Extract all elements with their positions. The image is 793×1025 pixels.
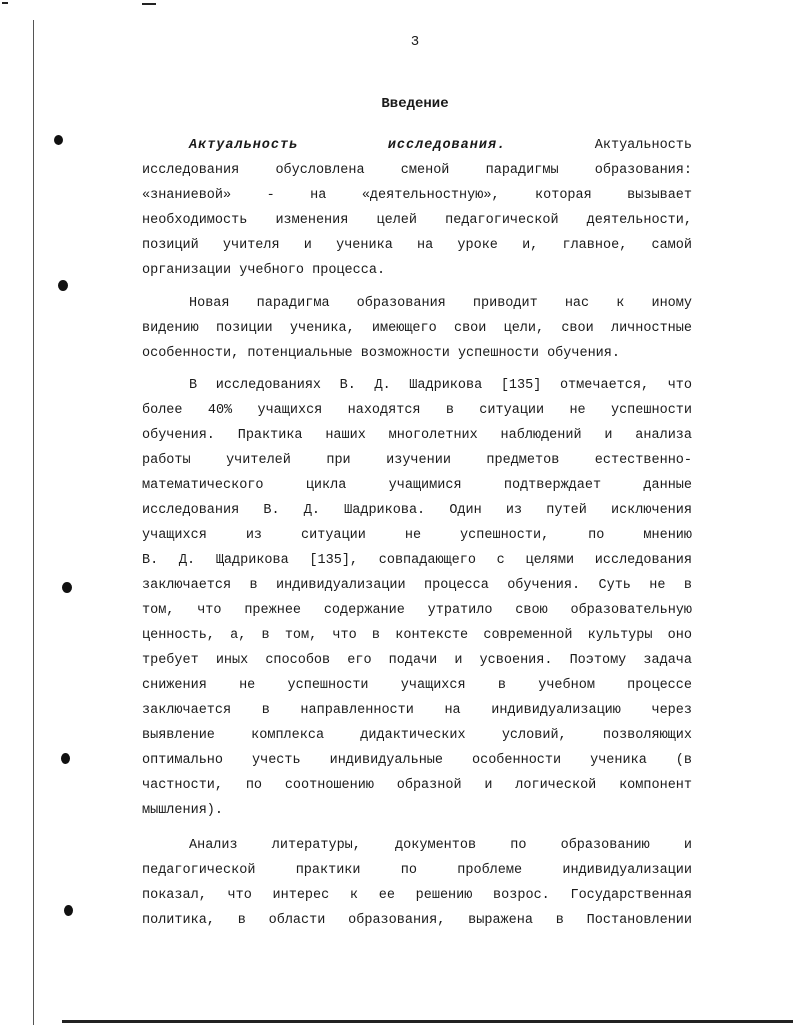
scan-bottom-border [62,1020,793,1023]
paragraph-3-line: ценность, а, в том, что в контексте современной культуры оно [142,628,692,643]
paragraph-3-line: обучения. Практика наших многолетних наблюдений и анализа [142,428,692,443]
paragraph-3-line: более 40% учащихся находятся в ситуации не успешности [142,403,692,418]
binding-hole-mark [54,135,63,145]
scan-artifact-mark [2,2,8,4]
paragraph-3-line: частности, по соотношению образной и логической компонент [142,778,692,793]
binding-hole-mark [62,582,72,593]
paragraph-3-line: требует иных способов его подачи и усвоения. Поэтому задача [142,653,692,668]
line-text: Актуальность [594,138,692,153]
paragraph-3-line: мышления). [142,803,224,818]
paragraph-3-line: В исследованиях В. Д. Шадрикова [135] отмечается, что [189,378,692,393]
binding-hole-mark [61,753,70,764]
paragraph-1-line: исследования обусловлена сменой парадигмы образования: [142,163,692,178]
paragraph-2-line: Новая парадигма образования приводит нас к иному [189,296,692,311]
binding-hole-mark [58,280,68,291]
paragraph-3-line: учащихся из ситуации не успешности, по мнению [142,528,692,543]
paragraph-3-line: том, что прежнее содержание утратило свою образовательную [142,603,692,618]
paragraph-3-line: заключается в направленности на индивидуализацию через [142,703,692,718]
lead-bold-phrase: Актуальность исследования. [189,138,507,153]
paragraph-4-line: политика, в области образования, выражена в Постановлении [142,913,692,928]
paragraph-1-line: «знаниевой» - на «деятельностную», которая вызывает [142,188,692,203]
paragraph-3-line: В. Д. Щадрикова [135], совпадающего с целями исследования [142,553,692,568]
paragraph-3-line: оптимально учесть индивидуальные особенности ученика (в [142,753,692,768]
paragraph-3-line: выявление комплекса дидактических условий, позволяющих [142,728,692,743]
paragraph-3-line: исследования В. Д. Шадрикова. Один из путей исключения [142,503,692,518]
binding-hole-mark [64,905,73,916]
scan-left-border [33,20,34,1025]
paragraph-1-line [189,137,692,155]
paragraph-1-line: необходимость изменения целей педагогической деятельности, [142,213,692,228]
paragraph-3-line: работы учителей при изучении предметов естественно- [142,453,692,468]
paragraph-4-line: педагогической практики по проблеме индивидуализации [142,863,692,878]
page-number: 3 [410,34,420,50]
scan-artifact-mark [142,3,156,5]
paragraph-4-line: показал, что интерес к ее решению возрос. Государственная [142,888,692,903]
section-heading: Введение [381,96,449,112]
paragraph-4-line: Анализ литературы, документов по образованию и [189,838,692,853]
paragraph-2-line: особенности, потенциальные возможности успешности обучения. [142,346,620,361]
paragraph-2-line: видению позиции ученика, имеющего свои цели, свои личностные [142,321,692,336]
paragraph-1-line: позиций учителя и ученика на уроке и, главное, самой [142,238,692,253]
paragraph-3-line: снижения не успешности учащихся в учебном процессе [142,678,692,693]
paragraph-3-line: математического цикла учащимися подтверждает данные [142,478,692,493]
paragraph-1-line: организации учебного процесса. [142,263,386,278]
paragraph-3-line: заключается в индивидуализации процесса обучения. Суть не в [142,578,692,593]
